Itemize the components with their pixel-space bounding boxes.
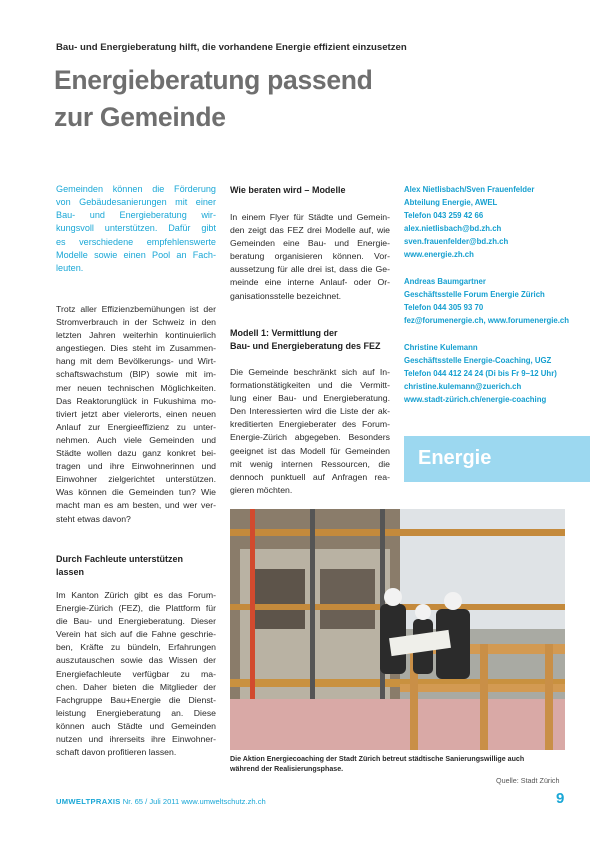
section-heading-fachleute — [56, 553, 216, 578]
text-line: ganisationsstelle bezeichnet. — [230, 290, 342, 301]
text-line: Einwohner zielgerichtet unterstützen. — [56, 474, 216, 485]
text-line: tiviert jetzt aber vielerorts, einen neuen — [56, 408, 216, 419]
text-line: Energie-Zürich (FEZ), die Plattform für — [56, 603, 216, 614]
text-line: Telefon 043 259 42 66 — [404, 210, 484, 220]
text-line: dennoch punktuell auf Anfragen rea- — [230, 471, 390, 482]
footer — [56, 797, 266, 806]
text-line: Bau- und Energieberatung wir- — [56, 210, 216, 221]
text-line: meinde eine interne Anlauf- oder Or- — [230, 277, 390, 288]
text-line: nutzen und ihrerseits ihre Einwohner- — [56, 734, 216, 745]
section-heading-modell1 — [230, 327, 390, 352]
text-line: formationstätigkeiten und die Vermitt- — [230, 380, 390, 391]
text-line: lassen — [56, 566, 85, 577]
text-line: Trotz aller Effizienzbemühungen ist der — [56, 304, 216, 314]
text-line: Abteilung Energie, AWEL — [404, 197, 498, 207]
text-line: schaft davon profitieren lassen. — [56, 747, 177, 758]
text-line: hang mit dem Bevölkerungs- und Wirt- — [56, 356, 216, 367]
intro-paragraph — [56, 303, 216, 526]
text-line: Gemeinden eine Bau- und Energie- — [230, 238, 390, 249]
text-line: alex.nietlisbach@bd.zh.ch — [404, 223, 502, 233]
footer-brand: UMWELTPRAXIS — [56, 797, 121, 806]
footer-issue: Nr. 65 / Juli 2011 — [122, 797, 180, 806]
text-line: auszutauschen sowie das Wissen der — [56, 655, 216, 666]
text-line: sven.frauenfelder@bd.zh.ch — [404, 236, 509, 246]
text-line: mit wenig internen Ressourcen, die — [230, 458, 390, 469]
text-line: Modelle sowie einen Pool an Fach- — [56, 249, 216, 260]
text-line: aussetzung für alle drei ist, dass die Ge- — [230, 264, 390, 275]
text-line: lung einer Bau- und Energieberatung. — [230, 393, 390, 404]
text-line: steht etwas davon? — [56, 513, 131, 524]
text-line: Verein hat sich auf die Fahne geschrie- — [56, 629, 216, 640]
page-title — [54, 62, 373, 136]
text-line: Den Interessierten wird die Liste der ak- — [230, 406, 390, 417]
text-line: tragen und ihre Einwohnerinnen und — [56, 461, 216, 472]
text-line: angestiegen. Dies steht im Zusammen- — [56, 343, 216, 354]
section-heading-modelle — [230, 184, 390, 197]
text-line: nehmen. Auch viele Gemeinden und — [56, 434, 216, 445]
text-line: macht man es am besten, und wer ver- — [56, 500, 216, 511]
heading-line: Wie beraten wird – Modelle — [230, 185, 346, 195]
text-line: christine.kulemann@zuerich.ch — [404, 381, 522, 391]
text-line: leuten. — [56, 262, 84, 273]
text-line: Andreas Baumgartner — [404, 277, 486, 286]
article-photo — [230, 509, 565, 750]
text-line: Energiefachleute verfügbar zu ma- — [56, 668, 216, 679]
text-line: Gemeinden können die Förderung — [56, 184, 216, 194]
text-line: schaftswachstum (BIP) sowie mit im- — [56, 369, 216, 380]
text-line: können auch Städte und Gemeinden — [56, 720, 216, 731]
page-number: 9 — [556, 790, 565, 807]
construction-scaffold-image — [230, 509, 565, 750]
text-line: kreditierten Energieberater des Forum- — [230, 419, 390, 430]
category-label: Energie — [418, 447, 492, 469]
text-line: Telefon 044 412 24 24 (Di bis Fr 9–12 Uhr) — [404, 368, 557, 378]
text-line: leistung Energieberatung an. Diese — [56, 707, 216, 718]
text-line: Energie-Zürich abgegeben. Besonders — [230, 432, 390, 443]
lead-paragraph — [56, 183, 216, 275]
text-line: Alex Nietlisbach/Sven Frauenfelder — [404, 185, 535, 194]
text-line: Im Kanton Zürich gibt es das Forum- — [56, 590, 216, 600]
text-line: Geschäftsstelle Forum Energie Zürich — [404, 289, 545, 299]
text-line: gieren möchten. — [230, 484, 293, 495]
text-line: Fachgruppe Bau+Energie die Dienst- — [56, 694, 216, 705]
text-line: Bau- und Energieberatung des FEZ — [230, 340, 381, 351]
text-line: kungsvoll unterstützen. Dafür gibt — [56, 223, 216, 234]
text-line: geeignet ist das Modell für Gemeinden — [230, 445, 390, 456]
text-line: Die Aktion Energiecoaching der Stadt Zürich betreut städtische Sanierungswillige auch — [230, 755, 525, 763]
photo-source: Quelle: Stadt Zürich — [496, 776, 560, 785]
text-line: Städte wollen dazu ganz konkret bei- — [56, 448, 216, 459]
text-line: chen. Daher bieten die Mitglieder der — [56, 681, 216, 692]
text-line: mer neuen technischen Möglichkeiten. — [56, 382, 216, 393]
text-line: den zeigt das FEZ drei Modelle auf, wie — [230, 225, 390, 236]
text-line: die Bau- und Energieberatung. Dieser — [56, 616, 216, 627]
text-line: fez@forumenergie.ch, www.forumenergie.ch — [404, 315, 570, 325]
text-line: Stromverbrauch in der Schweiz in den — [56, 317, 216, 328]
text-line: Geschäftsstelle Energie-Coaching, UGZ — [404, 355, 552, 365]
text-line: ben, Kräfte zu bündeln, Erfahrungen — [56, 642, 216, 653]
contact-block-ugz — [404, 342, 584, 407]
section-body-fachleute — [56, 589, 216, 759]
text-line: Was können die Gemeinden tun? Wie — [56, 487, 216, 498]
title-line: zur Gemeinde — [54, 102, 226, 132]
text-line: während der Realisierungsphase. — [230, 765, 344, 774]
contact-block-awel — [404, 184, 584, 261]
text-line: www.energie.zh.ch — [404, 249, 474, 259]
text-line: In einem Flyer für Städte und Gemein- — [230, 212, 390, 222]
photo-caption — [230, 754, 566, 774]
text-line: Modell 1: Vermittlung der — [230, 328, 338, 338]
section-body-modelle — [230, 211, 390, 303]
contact-block-fez — [404, 276, 584, 328]
text-line: beratung organisieren können. Vor- — [230, 251, 390, 262]
kicker-line: Bau- und Energieberatung hilft, die vorhandene Energie effizient einzusetzen — [56, 42, 407, 53]
text-line: Die Gemeinde beschränkt sich auf In- — [230, 367, 390, 377]
text-line: es verschiedene empfehlenswerte — [56, 236, 216, 247]
text-line: Christine Kulemann — [404, 343, 478, 352]
title-line: Energieberatung passend — [54, 65, 373, 95]
text-line: von Gebäudesanierungen mit einer — [56, 197, 216, 208]
text-line: letzten Jahren weiterhin kontinuierlich — [56, 330, 216, 341]
text-line: Durch Fachleute unterstützen — [56, 554, 184, 564]
footer-url[interactable]: www.umweltschutz.zh.ch — [181, 797, 266, 806]
text-line: Telefon 044 305 93 70 — [404, 302, 484, 312]
text-line: www.stadt-zürich.ch/energie-coaching — [404, 394, 547, 404]
section-body-modell1 — [230, 366, 390, 497]
text-line: Anlauf zur Energieeffizienz zu unter- — [56, 421, 216, 432]
text-line: Das Reaktorunglück in Fukushima mo- — [56, 395, 216, 406]
